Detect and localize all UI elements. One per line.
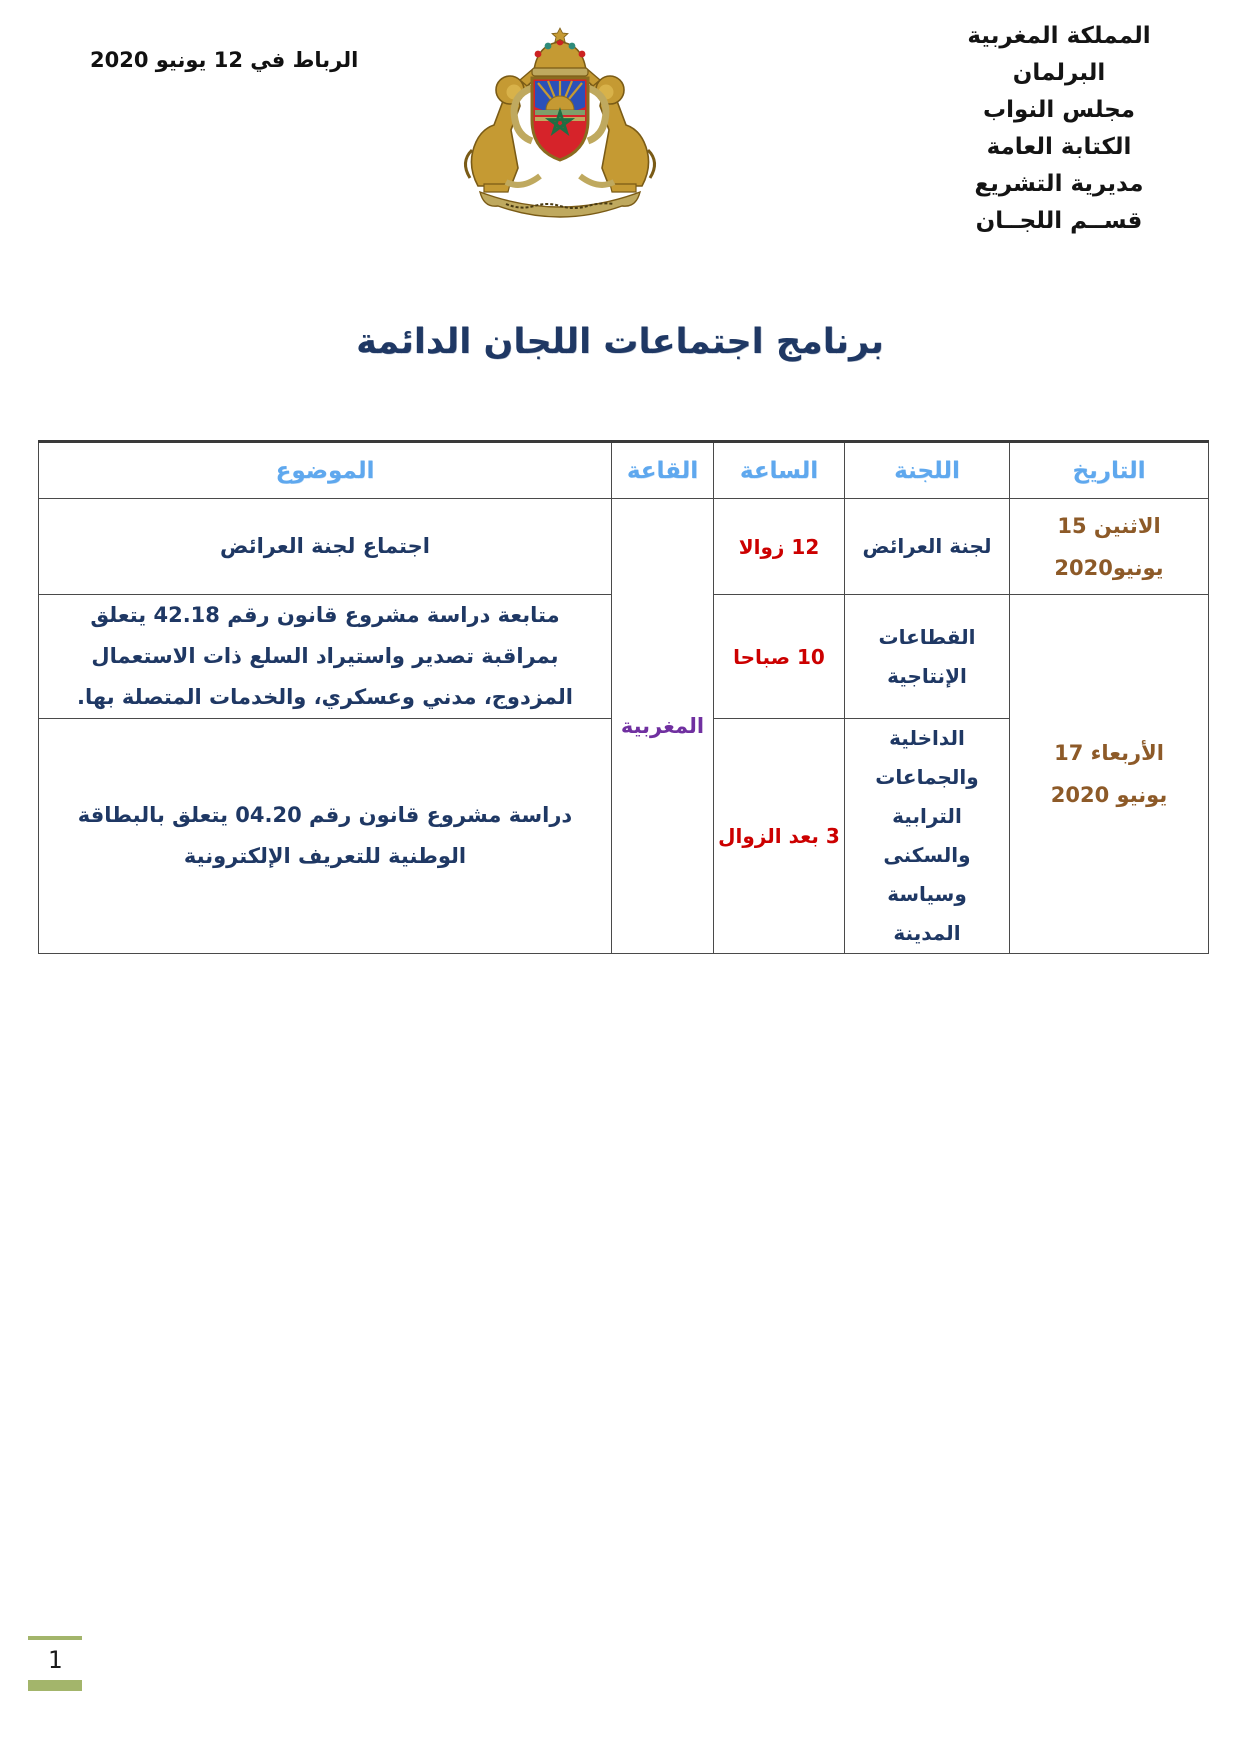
- col-header-subject: الموضوع: [39, 442, 612, 499]
- cell-time-noon: 12 زوالا: [714, 499, 845, 595]
- letterhead-line-division: قســم اللجــان: [975, 208, 1143, 234]
- cell-room-shared: المغربية: [612, 499, 714, 954]
- col-header-date: التاريخ: [1010, 442, 1209, 499]
- document-dateline: الرباط في 12 يونيو 2020: [90, 48, 359, 72]
- moroccan-coat-of-arms-icon: [448, 26, 672, 228]
- letterhead-line-secretariat: الكتابة العامة: [986, 134, 1132, 160]
- letterhead-line-parliament: البرلمان: [1012, 60, 1106, 86]
- col-header-committee: اللجنة: [845, 442, 1010, 499]
- meetings-table: [38, 440, 1209, 954]
- cell-subject-law-42-18: متابعة دراسة مشروع قانون رقم 42.18 يتعلق بمراقبة تصدير واستيراد السلع ذات الاستعمال المزدوج، مدني وعسكري، والخدمات المتصلة بها.: [39, 595, 612, 719]
- letterhead-line-kingdom: المملكة المغربية: [967, 23, 1151, 49]
- cell-date-monday: الاثنين 15 يونيو2020: [1010, 499, 1209, 595]
- cell-time-afternoon: 3 بعد الزوال: [714, 719, 845, 954]
- cell-committee-interior: الداخلية والجماعات الترابية والسكنى وسياسة المدينة: [845, 719, 1010, 954]
- letterhead-line-house: مجلس النواب: [982, 97, 1136, 123]
- page-footer: [28, 1636, 84, 1691]
- letterhead: [904, 18, 1214, 240]
- cell-committee-productive-sectors: القطاعات الإنتاجية: [845, 595, 1010, 719]
- col-header-room: القاعة: [612, 442, 714, 499]
- page-title: برنامج اجتماعات اللجان الدائمة: [356, 322, 884, 362]
- table-header-row: [39, 442, 1209, 499]
- page-number: 1: [47, 1646, 63, 1674]
- cell-subject-petitions: اجتماع لجنة العرائض: [39, 499, 612, 595]
- cell-committee-petitions: لجنة العرائض: [845, 499, 1010, 595]
- footer-bottom-bar: [28, 1680, 82, 1691]
- col-header-time: الساعة: [714, 442, 845, 499]
- table-row-monday: [39, 499, 1209, 595]
- cell-subject-law-04-20: دراسة مشروع قانون رقم 04.20 يتعلق بالبطاقة الوطنية للتعريف الإلكترونية: [39, 719, 612, 954]
- cell-date-wednesday: الأربعاء 17 يونيو 2020: [1010, 595, 1209, 954]
- letterhead-line-directorate: مديرية التشريع: [974, 171, 1144, 197]
- cell-time-morning: 10 صباحا: [714, 595, 845, 719]
